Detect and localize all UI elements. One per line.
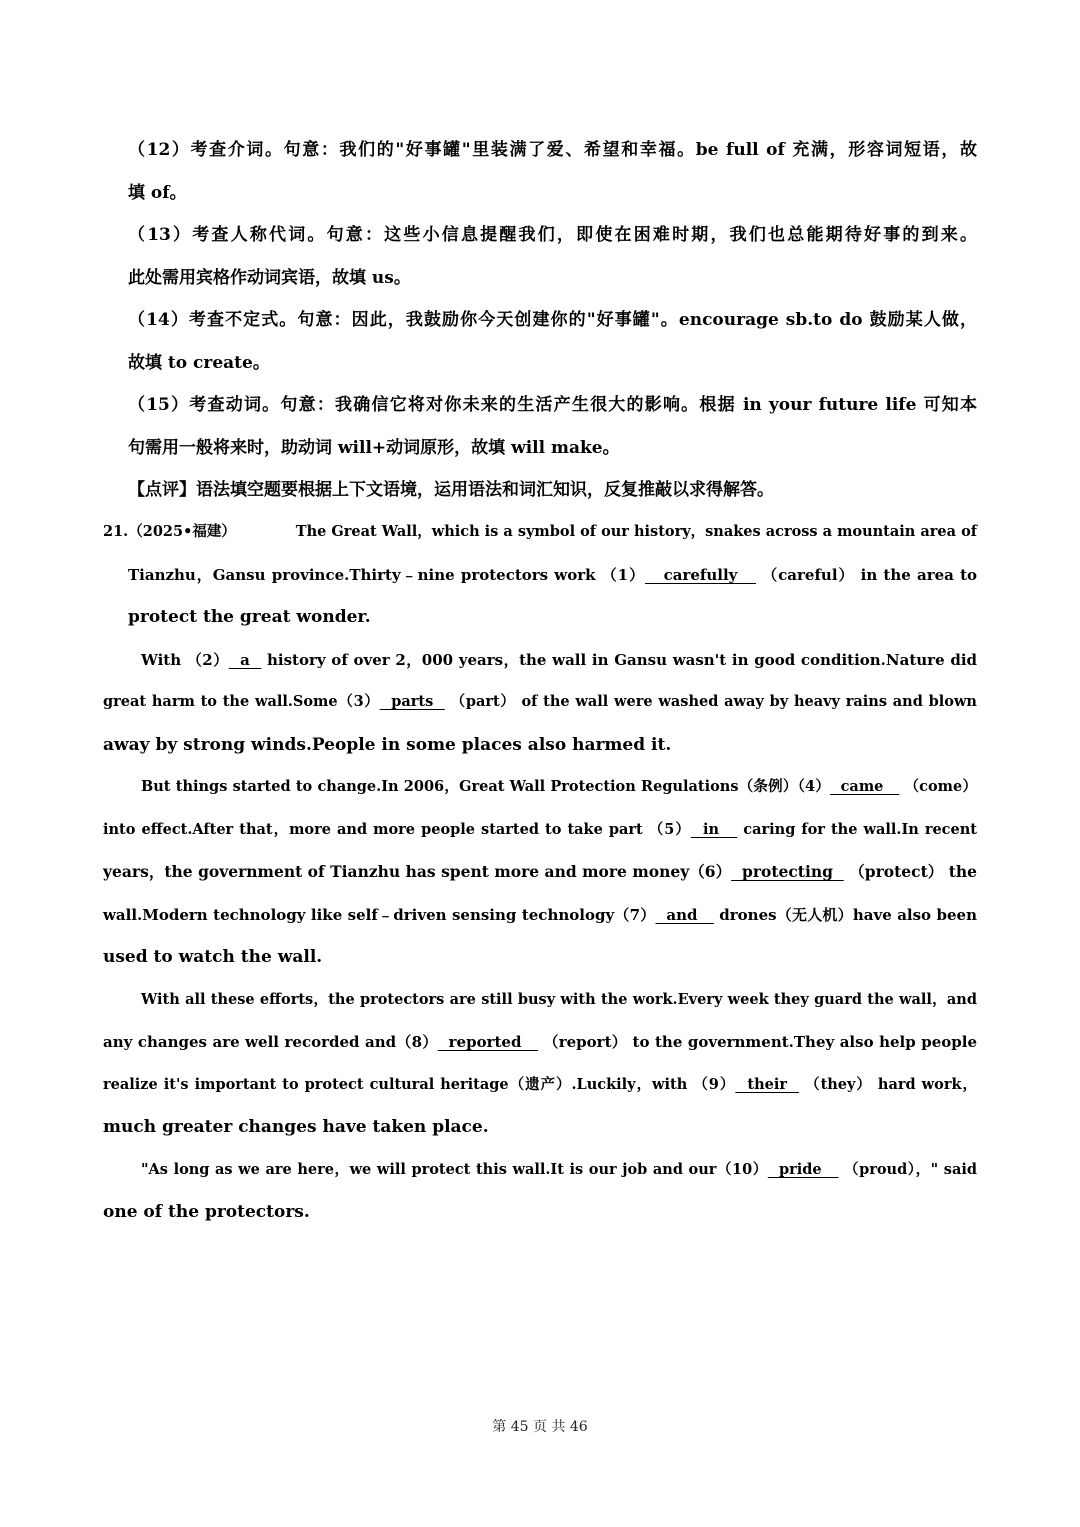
question-number: 21. [103, 523, 129, 540]
para1-line1: The Great Wall，which is a symbol of our history，snakes across a mountain area of [295, 523, 977, 540]
answer-3: parts [379, 693, 445, 710]
question-header [103, 520, 977, 544]
answer-7: and [655, 906, 714, 924]
question-source: （2025•福建） [128, 523, 236, 540]
answer-5: in [690, 821, 738, 838]
comment: 【点评】语法填空题要根据上下文语境，运用语法和词汇知识，反复推敲以求得解答。 [128, 480, 774, 500]
explanation-13-line2: 此处需用宾格作动词宾语，故填 us。 [128, 268, 411, 288]
answer-6: protecting [731, 862, 844, 881]
explanation-13-line1: （13）考查人称代词。句意：这些小信息提醒我们，即使在困难时期，我们也总能期待好事的到来。 [128, 225, 977, 245]
para5-line1: "As long as we are here，we will protect this wall.It is our job and our（10） pride （proud），" said [141, 1161, 977, 1178]
para2-line3: away by strong winds.People in some places also harmed it. [103, 735, 672, 755]
explanation-15-line1: （15）考查动词。句意：我确信它将对你未来的生活产生很大的影响。根据 in your future life 可知本 [128, 395, 977, 415]
explanation-12-line1: （12）考查介词。句意：我们的"好事罐"里装满了爱、希望和幸福。be full of 充满，形容词短语，故 [128, 140, 977, 160]
answer-9: their [735, 1076, 800, 1093]
explanation-15-line2: 句需用一般将来时，助动词 will+动词原形，故填 will make。 [128, 438, 620, 458]
answer-2: a [228, 651, 262, 669]
answer-10: pride [767, 1161, 839, 1178]
para2-line1: With （2） a history of over 2，000 years，the wall in Gansu wasn't in good condition.Nature did [141, 651, 978, 669]
para5-line2: one of the protectors. [103, 1202, 310, 1222]
explanation-14-line1: （14）考查不定式。句意：因此，我鼓励你今天创建你的"好事罐"。encourage sb.to do 鼓励某人做， [128, 310, 977, 330]
para3-line5: used to watch the wall. [103, 947, 323, 967]
para4-line2: any changes are well recorded and（8） reported （report） to the government.They also help people [103, 1033, 977, 1051]
para2-line2: great harm to the wall.Some（3） parts （part） of the wall were washed away by heavy rains and blown [103, 693, 977, 710]
para4-line4: much greater changes have taken place. [103, 1117, 489, 1137]
answer-4: came [830, 778, 900, 795]
explanation-12-line2: 填 of。 [128, 183, 187, 203]
answer-8: reported [437, 1033, 538, 1051]
para3-line2: into effect.After that，more and more people started to take part （5） in caring for the wall.In recent [103, 821, 977, 838]
page-footer: 第 45 页 共 46 [492, 1419, 588, 1435]
para3-line3: years，the government of Tianzhu has spent more and more money（6） protecting （protect） the [103, 862, 978, 881]
para4-line1: With all these efforts，the protectors are still busy with the work.Every week they guard the wall，and [141, 991, 977, 1008]
para4-line3: realize it's important to protect cultural heritage（遗产）.Luckily，with （9） their （they） hard work， [103, 1076, 977, 1093]
para1-line2: Tianzhu，Gansu province.Thirty﹣nine protectors work （1） carefully （careful） in the area to [128, 566, 978, 584]
answer-1: carefully [645, 566, 756, 584]
explanation-14-line2: 故填 to create。 [128, 353, 270, 373]
para3-line4: wall.Modern technology like self﹣driven sensing technology（7） and drones（无人机）have also been [103, 906, 977, 924]
para3-line1: But things started to change.In 2006，Great Wall Protection Regulations（条例）（4） came （come） [141, 778, 977, 795]
para1-line3: protect the great wonder. [128, 607, 371, 627]
